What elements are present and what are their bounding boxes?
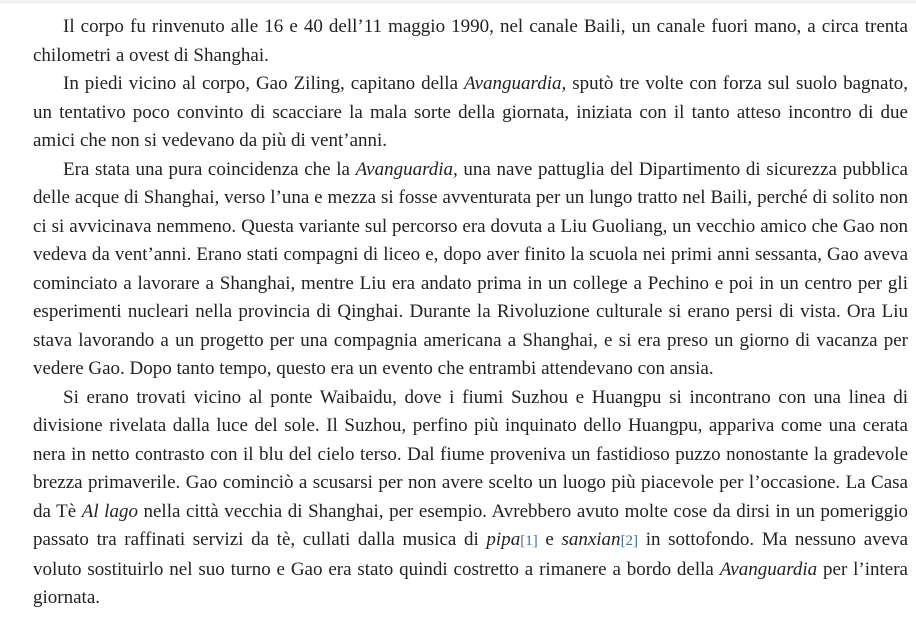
- text-segment: Si erano trovati vicino al ponte Waibaidu, dove i fiumi Suzhou e Huangpu si incontrano con una linea di divisione rivelata dalla luce del sole. Il Suzhou, perfino più inquinato dello Huangpu, appariva come una cerata nera in netto contrasto con il blu del cielo terso. Dal fiume proveniva un fastidioso puzzo nonostante la gradevole brezza primaverile. Gao cominciò a scusarsi per non avere scelto un luogo più piacevole per l’occasione. La Casa da Tè: [33, 386, 908, 522]
- text-content: [33, 13, 908, 613]
- text-segment: sanxian: [561, 529, 621, 550]
- text-segment: Il corpo fu rinvenuto alle 16 e 40 dell’11 maggio 1990, nel canale Baili, un canale fuori mano, a circa trenta chilometri a ovest di Shanghai.: [33, 16, 908, 66]
- text-segment: Avanguardia: [719, 558, 818, 580]
- text-segment: Al lago: [81, 500, 138, 522]
- footnote-link[interactable]: [1]: [520, 533, 538, 549]
- paragraph: [33, 384, 908, 613]
- text-segment: sputò tre volte con forza sul suolo bagnato, un tentativo poco convinto di scacciare la mala sorte della giornata, iniziata con il tanto atteso incontro di due amici che non si vedevano da più di vent’anni.: [33, 73, 908, 151]
- paragraph: [33, 70, 908, 156]
- text-segment: Avanguardia,: [355, 158, 458, 180]
- footnote-link[interactable]: [2]: [620, 533, 639, 549]
- paragraph: [33, 13, 908, 70]
- text-segment: e: [537, 529, 562, 550]
- text-segment: Era stata una pura coincidenza che la: [63, 158, 356, 180]
- reader-page: [0, 3, 916, 635]
- text-segment: Avanguardia,: [464, 73, 567, 94]
- text-segment: una nave pattuglia del Dipartimento di sicurezza pubblica delle acque di Shanghai, verso l’una e mezza si fosse avventurata per un lungo tratto nel Baili, perché di solito non ci si avvicinava nemmeno. Questa variante sul percorso era dovuta a Liu Guoliang, un vecchio amico che Gao non vedeva da vent’anni. Erano stati compagni di liceo e, dopo aver finito la scuola nei primi anni sessanta, Gao aveva cominciato a lavorare a Shanghai, mentre Liu era andato prima in un college a Pechino e poi in un centro per gli esperimenti nucleari nella provincia di Qinghai. Durante la Rivoluzione culturale si erano persi di vista. Ora Liu stava lavorando a un progetto per una compagnia americana a Shanghai, e si era preso un giorno di vacanza per vedere Gao. Dopo tanto tempo, questo era un evento che entrambi attendevano con ansia.: [33, 158, 908, 379]
- text-segment: per l’intera giornata.: [33, 558, 908, 608]
- text-segment: pipa: [486, 529, 521, 550]
- text-segment: nella città vecchia di Shanghai, per esempio. Avrebbero avuto molte cose da dirsi in un pomeriggio passato tra raffinati servizi da tè, cullati dalla musica di: [33, 500, 908, 550]
- text-segment: in sottofondo. Ma nessuno aveva voluto sostituirlo nel suo turno e Gao era stato quindi costretto a rimanere a bordo della: [33, 529, 908, 580]
- text-segment: In piedi vicino al corpo, Gao Ziling, capitano della: [63, 73, 465, 94]
- paragraph: [33, 156, 908, 384]
